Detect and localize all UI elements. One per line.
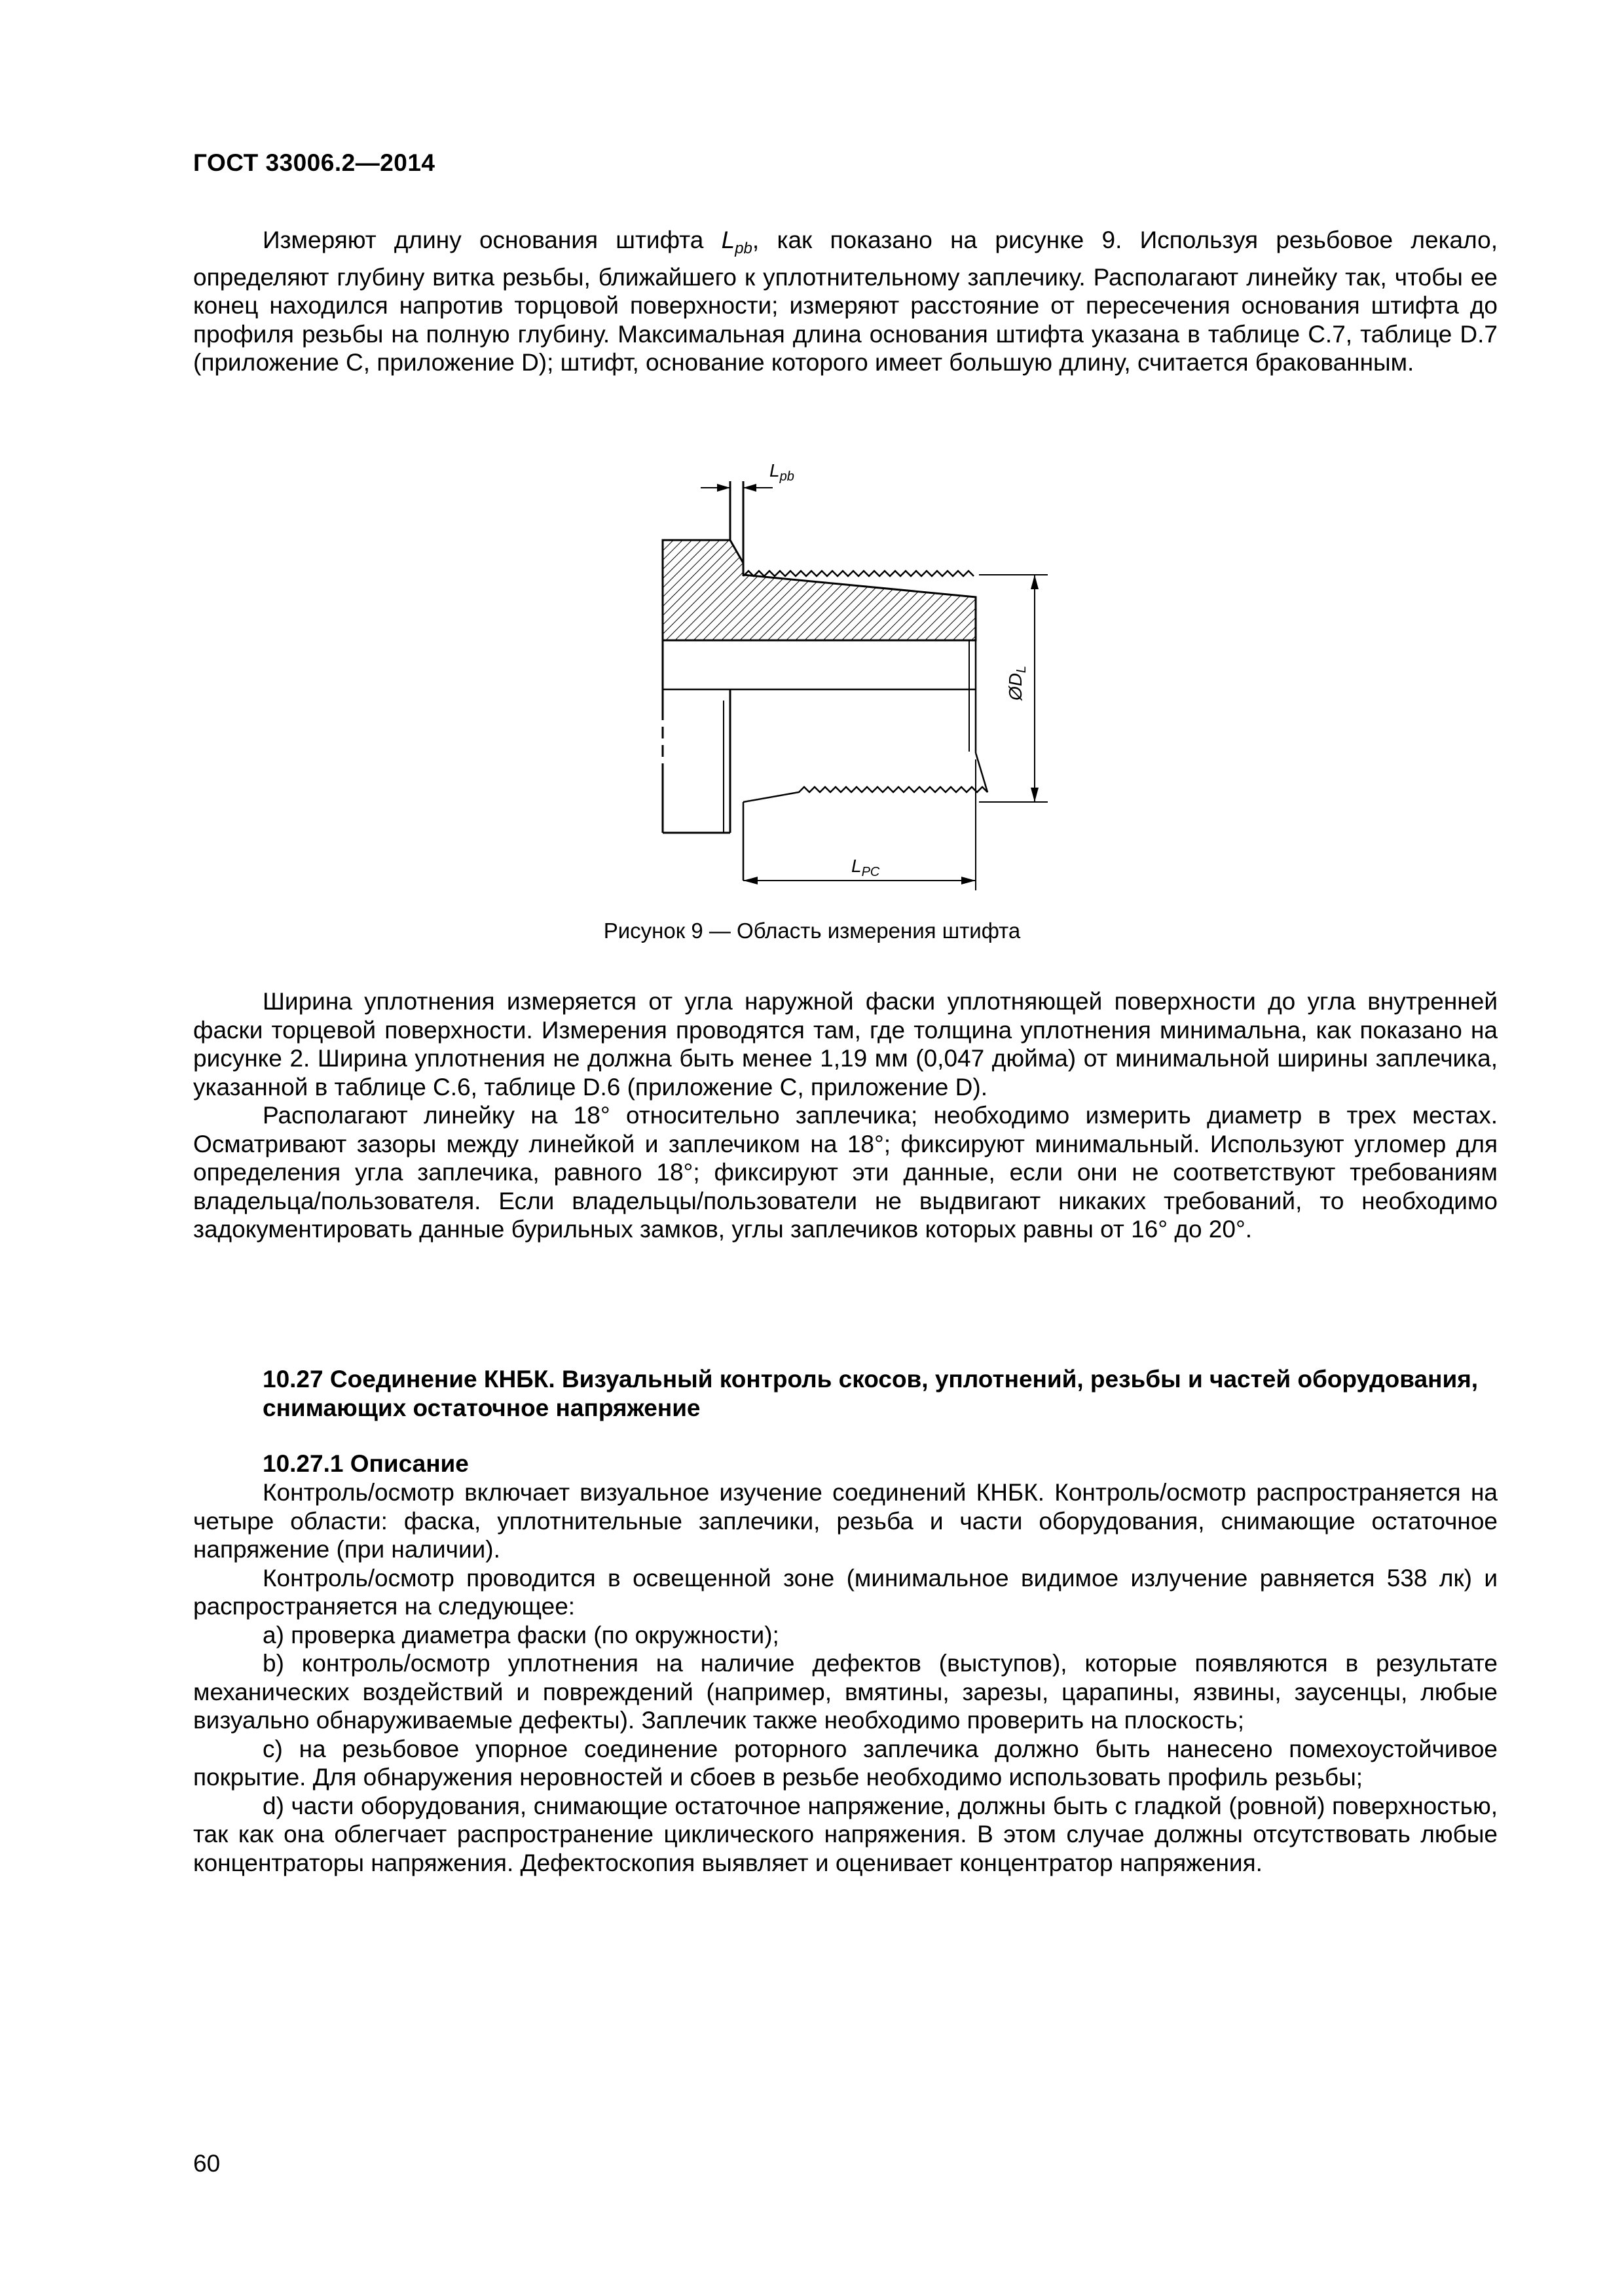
figure-caption: Рисунок 9 — Область измерения штифта	[603, 919, 1021, 943]
lpb-symbol: $L_{pb}$	[721, 227, 752, 257]
paragraph: Ширина уплотнения измеряется от угла наружной фаски уплотняющей поверхности до угла внутренней фаски торцевой поверхности. Измерения проводятся там, где толщина уплотнения минимальна, как показано на рисунке 2. Ширина уплотнения не должна быть менее 1,19 мм (0,047 дюйма) от минимальной ширины заплечика, указанной в таблице C.6, таблице D.6 (приложение C, приложение D).	[193, 988, 1498, 1101]
intro-paragraph: Измеряют длину основания штифта $L_{pb}$, как показано на рисунке 9. Используя резьбовое лекало, определяют глубину витка резьбы, ближайшего к уплотнительному заплечику. Располагают линейку так, чтобы ее конец находился напротив торцовой поверхности; измеряют расстояние от пересечения основания штифта до профиля резьбы на полную глубину. Максимальная длина основания штифта указана в таблице C.7, таблице D.7 (приложение C, приложение D); штифт, основание которого имеет большую длину, считается бракованным.	[193, 227, 1498, 376]
document-header: ГОСТ 33006.2—2014	[193, 149, 435, 176]
section-text	[193, 1478, 1498, 1877]
pin-hatched-section	[663, 540, 976, 640]
paragraph: Контроль/осмотр включает визуальное изучение соединений КНБК. Контроль/осмотр распространяется на четыре области: фаска, уплотнительные заплечики, резьба и части оборудования, снимающие остаточное напряжение (при наличии).	[193, 1479, 1498, 1563]
paragraph: Контроль/осмотр проводится в освещенной зоне (минимальное видимое излучение равняется 538 лк) и распространяется на следующее:	[193, 1564, 1498, 1620]
paragraph: Располагают линейку на 18° относительно заплечика; необходимо измерить диаметр в трех местах. Осматривают зазоры между линейкой и заплечиком на 18°; фиксируют минимальный. Используют угломер для определения угла заплечика, равного 18°; фиксируют эти данные, если они не соответствуют требованиям владельца/пользователя. Если владельцы/пользователи не выдвигают никаких требований, то необходимо задокументировать данные бурильных замков, углы заплечиков которых равны от 16° до 20°.	[193, 1102, 1498, 1243]
section-title: 10.27 Соединение КНБК. Визуальный контроль скосов, уплотнений, резьбы и частей оборудования, снимающих остаточное напряжение	[263, 1366, 1479, 1421]
figure-9-pin-drawing	[655, 452, 1061, 903]
label-dl: $ØD_L$	[1005, 665, 1029, 701]
subsection-title: 10.27.1 Описание	[263, 1450, 469, 1477]
list-item: a) проверка диаметра фаски (по окружности);	[263, 1621, 779, 1649]
label-lpc: $L_{PC}$	[851, 856, 880, 879]
upper-thread	[743, 571, 974, 576]
list-item: d) части оборудования, снимающие остаточное напряжение, должны быть с гладкой (ровной) поверхностью, так как она облегчает распространение циклического напряжения. В этом случае должны отсутствовать любые концентраторы напряжения. Дефектоскопия выявляет и оценивает концентратор напряжения.	[193, 1792, 1498, 1876]
main-text	[193, 987, 1498, 1244]
list-item: c) на резьбовое упорное соединение роторного заплечика должно быть нанесено помехоустойчивое покрытие. Для обнаружения неровностей и сбоев в резьбе необходимо использовать профиль резьбы;	[193, 1735, 1498, 1791]
list-item: b) контроль/осмотр уплотнения на наличие дефектов (выступов), которые появляются в результате механических воздействий и повреждений (например, вмятины, зарезы, царапины, язвины, заусенцы, любые визуально обнаруживаемые дефекты). Заплечик также необходимо проверить на плоскость;	[193, 1650, 1498, 1734]
intro-text	[193, 226, 1498, 377]
page-number: 60	[193, 2150, 221, 2177]
label-lpb: $L_{pb}$	[769, 460, 794, 484]
lower-thread	[743, 753, 987, 802]
